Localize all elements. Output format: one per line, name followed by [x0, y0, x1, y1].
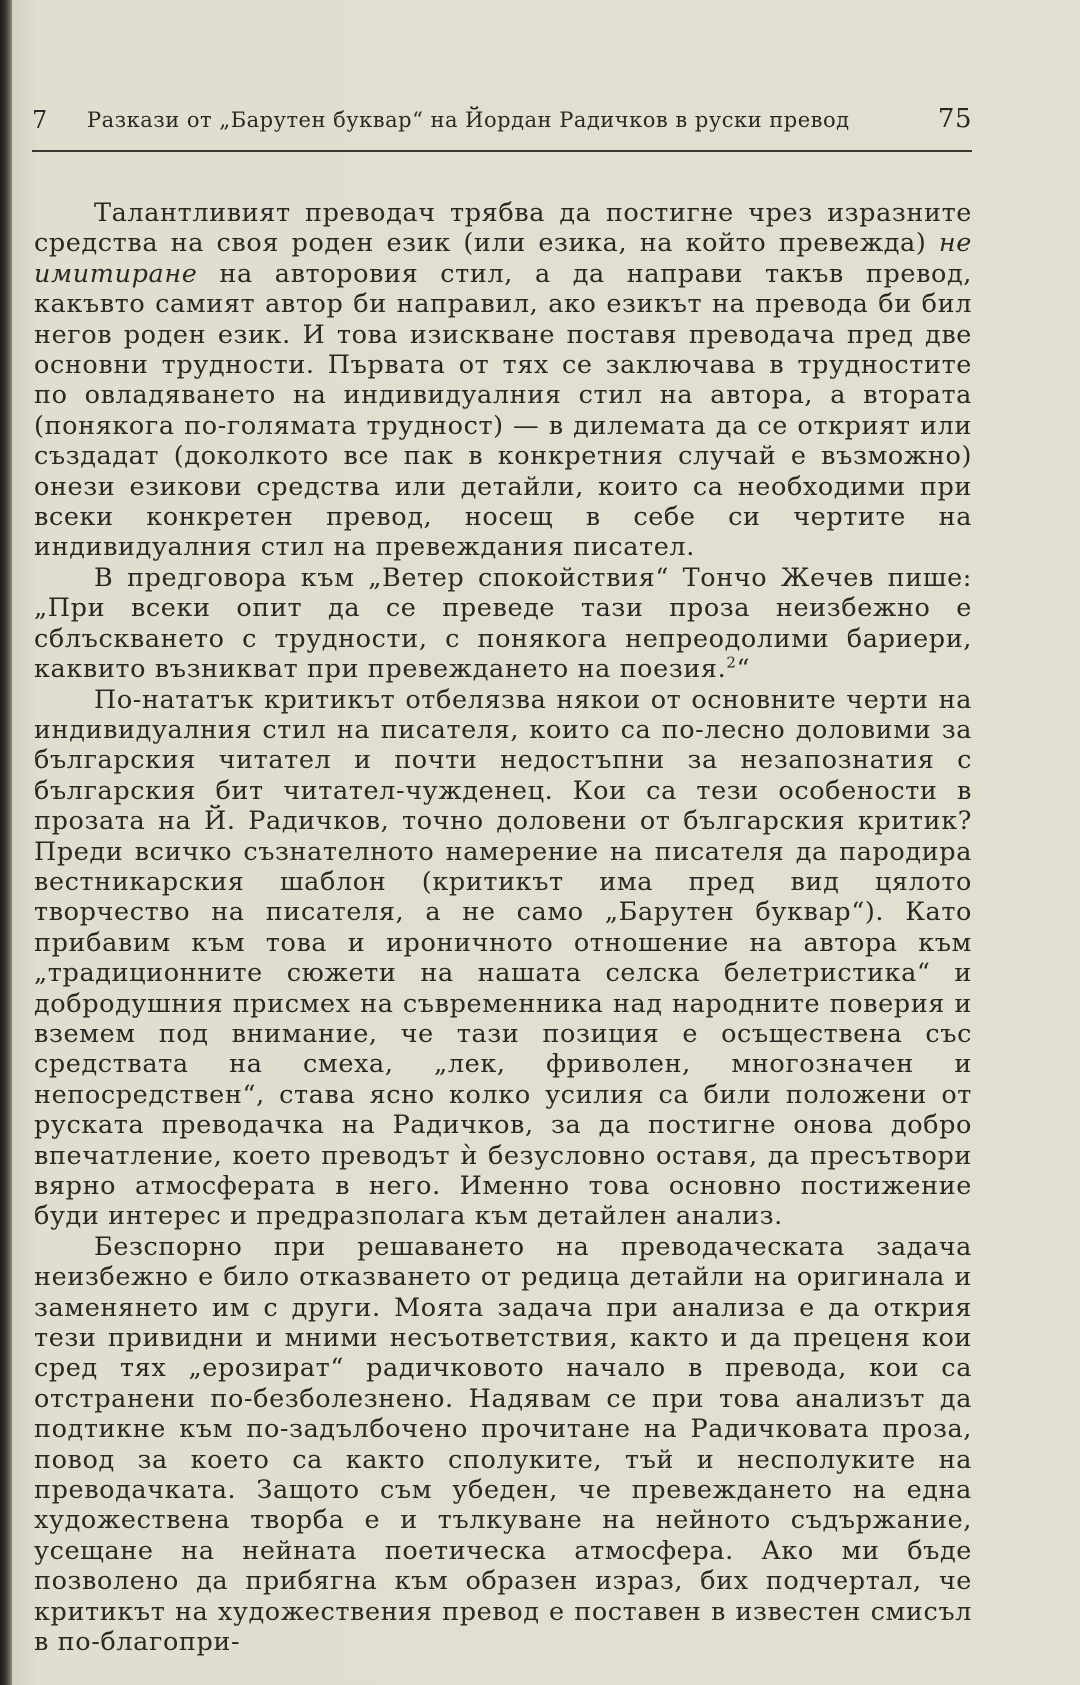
footnote-marker: 2 [726, 653, 737, 672]
book-spine-shadow [0, 0, 12, 1685]
body-text [34, 198, 972, 1658]
paragraph-1-emphasis: не имитиране [34, 228, 972, 289]
paragraph-2-text-b: “ [736, 654, 751, 685]
paragraph-1-text-a: Талантливият преводач трябва да постигне чрез изразните средства на своя роден език (или езика, на който превежда) [34, 198, 972, 259]
paragraph-1-text-b: на авторовия стил, а да направи такъв превод, какъвто самият автор би направил, ако езикът на превода би бил негов роден език. И това изискване поставя преводача пред две основни трудности. Първата от тях се заключава в трудностите по овладяването на индивидуалния стил на автора, а втората (понякога по-голямата трудност) — в дилемата да се открият или създадат (доколкото все пак в конкретния случай е възможно) онези езикови средства или детайли, които са необходими при всеки конкретен превод, носещ в себе си чертите на индивидуалния стил на превеждания писател. [34, 258, 972, 563]
page-number: 75 [937, 104, 972, 134]
paragraph-1 [34, 198, 972, 563]
header-title: Разкази от „Барутен буквар“ на Йордан Радичков в руски превод [87, 108, 850, 132]
paragraph-4 [34, 1232, 972, 1658]
paragraph-2 [34, 563, 972, 685]
header-rule [32, 150, 972, 152]
paragraph-3 [34, 685, 972, 1232]
paragraph-4-text: Безспорно при решаването на преводаческата задача неизбежно е било отказването от редица детайли на оригинала и заменянето им с други. Моята задача при анализа е да открия тези привидни и мними несъответствия, както и да преценя кои сред тях „ерозират“ радичковото начало в превода, кои са отстранени по-безболезнено. Надявам се при това анализът да подтикне към по-задълбочено прочитане на Радичковата проза, повод за което са както сполуките, тъй и несполуките на преводачката. Защото съм убеден, че превеждането на една художествена творба е и тълкуване на нейното съдържание, усещане на нейната поетическа атмосфера. Ако ми бъде позволено да прибягна към образен израз, бих подчертал, че критикът на художествения превод е поставен в известен смисъл в по-благопри- [34, 1231, 972, 1658]
running-header [32, 104, 972, 140]
paragraph-2-text-a: В предговора към „Ветер спокойствия“ Тончо Жечев пише: „При всеки опит да се преведе тази проза неизбежно е сблъскването с трудности, с понякога непреодолими бариери, каквито възникват при превеждането на поезия. [34, 562, 972, 685]
header-left-number: 7 [32, 106, 48, 134]
paragraph-3-text: По-нататък критикът отбелязва някои от основните черти на индивидуалния стил на писателя, които са по-лесно доловими за българския читател и почти недостъпни за незапознатия с българския бит читател-чужденец. Кои са тези особености в прозата на Й. Радичков, точно доловени от българския критик? Преди всичко съзнателното намерение на писателя да пародира вестникарския шаблон (критикът има пред вид цялото творчество на писателя, а не само „Барутен буквар“). Като прибавим към това и ироничното отношение на автора към „традиционните сюжети на нашата селска белетристика“ и добродушния присмех на съвременника над народните поверия и вземем под внимание, че тази позиция е осъществена със средствата на смеха, „лек, фриволен, многозначен и непосредствен“, става ясно колко усилия са били положени от руската преводачка на Радичков, за да постигне онова добро впечатление, което преводът ѝ безусловно оставя, да пресътвори вярно атмосферата в него. Именно това основно постижение буди интерес и предразполага към детайлен анализ. [34, 684, 972, 1232]
